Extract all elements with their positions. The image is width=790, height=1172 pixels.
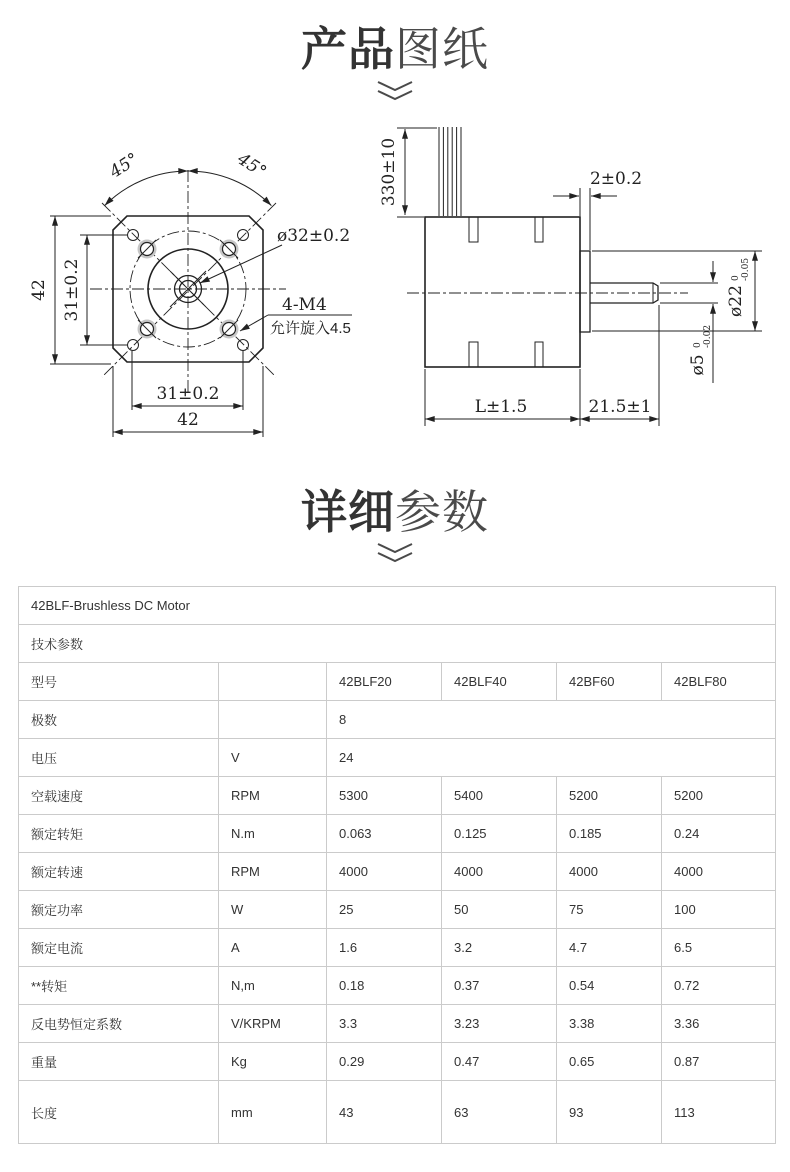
table-section: 技术参数 xyxy=(19,625,776,663)
pilot-dia-label: ø32±0.2 xyxy=(277,225,351,246)
spec-unit: mm xyxy=(219,1081,327,1144)
spec-label: **转矩 xyxy=(19,967,219,1005)
spec-value: 0.185 xyxy=(557,815,662,853)
spec-label: 反电势恒定系数 xyxy=(19,1005,219,1043)
table-row-peak-torque xyxy=(19,967,776,1005)
spec-value: 4000 xyxy=(442,853,557,891)
shaft-dia-label: ø5 xyxy=(688,354,708,376)
spec-value: 113 xyxy=(662,1081,776,1144)
spec-value: 0.24 xyxy=(662,815,776,853)
spec-value: 25 xyxy=(327,891,442,929)
angle-right-label: 45° xyxy=(233,148,270,182)
spec-value: 0.72 xyxy=(662,967,776,1005)
spec-value: 5400 xyxy=(442,777,557,815)
spec-value: 0.65 xyxy=(557,1043,662,1081)
spec-value: 63 xyxy=(442,1081,557,1144)
spec-value: 4.7 xyxy=(557,929,662,967)
table-row-noload-speed xyxy=(19,777,776,815)
spec-value: 0.29 xyxy=(327,1043,442,1081)
spec-value: 42BF60 xyxy=(557,663,662,701)
spec-label: 极数 xyxy=(19,701,219,739)
spec-label: 长度 xyxy=(19,1081,219,1144)
drawing-title-bold: 产品 xyxy=(301,23,395,75)
spec-value: 42BLF20 xyxy=(327,663,442,701)
table-row-rated-current xyxy=(19,929,776,967)
spec-unit: W xyxy=(219,891,327,929)
spec-value: 5200 xyxy=(662,777,776,815)
dim-height-label: 42 xyxy=(29,278,49,301)
drawing-title-light: 图纸 xyxy=(395,23,489,75)
spec-value: 3.38 xyxy=(557,1005,662,1043)
chevron-down-icon xyxy=(0,80,790,104)
table-row-back-emf xyxy=(19,1005,776,1043)
table-title: 42BLF-Brushless DC Motor xyxy=(19,587,776,625)
spec-unit: N,m xyxy=(219,967,327,1005)
spec-value: 5200 xyxy=(557,777,662,815)
params-title-light: 参数 xyxy=(395,485,489,538)
spec-label: 额定功率 xyxy=(19,891,219,929)
table-row-rated-torque xyxy=(19,815,776,853)
spec-value: 1.6 xyxy=(327,929,442,967)
spec-value: 0.54 xyxy=(557,967,662,1005)
shaft-dia-tol-lower: -0.02 xyxy=(703,324,713,348)
spec-value: 0.37 xyxy=(442,967,557,1005)
front-view-drawing xyxy=(29,148,352,436)
spec-label: 电压 xyxy=(19,739,219,777)
spec-value: 8 xyxy=(327,701,776,739)
spec-label: 额定转矩 xyxy=(19,815,219,853)
dim-boss-thickness-label: 2±0.2 xyxy=(589,168,643,189)
dim-cable-label: 330±10 xyxy=(379,137,399,206)
dim-hole-pitch-v-label: 31±0.2 xyxy=(62,258,82,322)
spec-value: 0.18 xyxy=(327,967,442,1005)
spec-value: 43 xyxy=(327,1081,442,1144)
spec-label: 额定转速 xyxy=(19,853,219,891)
params-section-title xyxy=(0,473,790,538)
table-title-row xyxy=(19,587,776,625)
spec-value: 0.063 xyxy=(327,815,442,853)
chevron-down-icon xyxy=(0,542,790,566)
table-row-weight xyxy=(19,1043,776,1081)
table-row-voltage xyxy=(19,739,776,777)
table-row-length xyxy=(19,1081,776,1144)
spec-value: 24 xyxy=(327,739,776,777)
side-view-drawing xyxy=(379,127,762,426)
spec-unit xyxy=(219,663,327,701)
spec-value: 93 xyxy=(557,1081,662,1144)
dim-width-label: 42 xyxy=(177,409,199,430)
spec-value: 0.125 xyxy=(442,815,557,853)
spec-value: 3.3 xyxy=(327,1005,442,1043)
holes-note-line1: 4-M4 xyxy=(282,294,327,315)
shaft-dia-tol-upper: 0 xyxy=(693,341,703,348)
spec-value: 4000 xyxy=(662,853,776,891)
drawing-section-title xyxy=(0,0,790,75)
spec-unit: RPM xyxy=(219,853,327,891)
dim-shaft-length-label: 21.5±1 xyxy=(588,396,652,417)
dim-hole-pitch-h-label: 31±0.2 xyxy=(156,383,220,404)
boss-dia-label: ø22 xyxy=(726,284,746,317)
spec-value: 75 xyxy=(557,891,662,929)
spec-value: 3.2 xyxy=(442,929,557,967)
spec-value: 42BLF80 xyxy=(662,663,776,701)
spec-unit xyxy=(219,701,327,739)
spec-value: 4000 xyxy=(557,853,662,891)
dim-body-length-label: L±1.5 xyxy=(474,396,528,417)
angle-left-label: 45° xyxy=(106,148,143,182)
spec-value: 0.47 xyxy=(442,1043,557,1081)
spec-value: 100 xyxy=(662,891,776,929)
spec-unit: N.m xyxy=(219,815,327,853)
technical-drawing xyxy=(0,104,790,473)
spec-label: 额定电流 xyxy=(19,929,219,967)
spec-unit: V/KRPM xyxy=(219,1005,327,1043)
spec-label: 型号 xyxy=(19,663,219,701)
spec-label: 重量 xyxy=(19,1043,219,1081)
spec-value: 6.5 xyxy=(662,929,776,967)
spec-value: 50 xyxy=(442,891,557,929)
spec-value: 4000 xyxy=(327,853,442,891)
table-row-rated-power xyxy=(19,891,776,929)
table-section-row xyxy=(19,625,776,663)
spec-value: 42BLF40 xyxy=(442,663,557,701)
specs-table xyxy=(18,586,776,1144)
spec-value: 3.23 xyxy=(442,1005,557,1043)
boss-dia-tol-lower: -0.05 xyxy=(741,257,751,281)
spec-value: 5300 xyxy=(327,777,442,815)
spec-label: 空载速度 xyxy=(19,777,219,815)
table-row-poles xyxy=(19,701,776,739)
spec-value: 0.87 xyxy=(662,1043,776,1081)
params-title-bold: 详细 xyxy=(301,485,395,538)
holes-note-line2: 允许旋入4.5 xyxy=(270,319,351,337)
table-row-rated-speed xyxy=(19,853,776,891)
spec-unit: Kg xyxy=(219,1043,327,1081)
spec-unit: V xyxy=(219,739,327,777)
spec-unit: RPM xyxy=(219,777,327,815)
table-row-model xyxy=(19,663,776,701)
spec-unit: A xyxy=(219,929,327,967)
spec-value: 3.36 xyxy=(662,1005,776,1043)
boss-dia-tol-upper: 0 xyxy=(731,274,741,281)
